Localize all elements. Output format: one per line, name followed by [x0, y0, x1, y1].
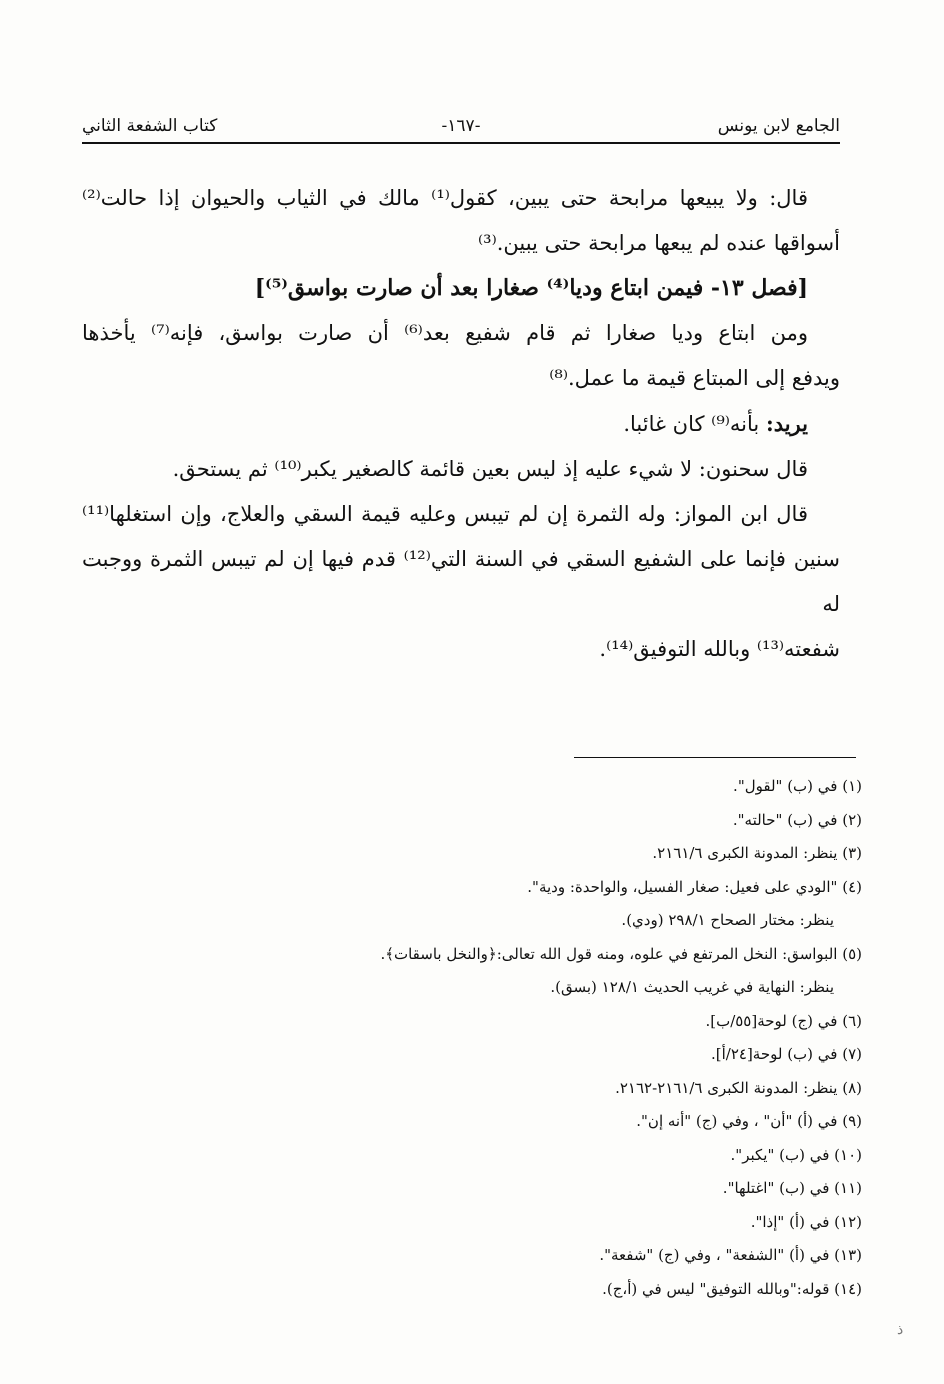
footnote-9: (٩) في (أ) "أن" ، وفي (ج) "أنه إن".: [636, 1112, 862, 1130]
footnote-6: (٦) في (ج) لوحة[٥٥/ب].: [705, 1011, 862, 1030]
footnote-13: (١٣) في (أ) "الشفعة" ، وفي (ج) "شفعة".: [599, 1246, 862, 1264]
footnote-1: (١) في (ب) "لقول".: [733, 777, 862, 795]
paragraph-2-line-2: ويدفع إلى المبتاع قيمة ما عمل.⁽⁸⁾: [549, 366, 840, 390]
footnote-7: (٧) في (ب) لوحة[٢٤/أ].: [710, 1045, 862, 1063]
header-book-title: الجامع لابن يونس: [717, 116, 840, 136]
page-number: -١٦٧-: [441, 116, 481, 136]
footnote-separator: [574, 757, 856, 758]
footnote-4-reference: ينظر: مختار الصحاح ٢٩٨/١ (ودي).: [621, 911, 834, 929]
footnote-2: (٢) في (ب) "حالته".: [732, 810, 862, 829]
paragraph-1-line-2: أسواقها عنده لم يبعها مرابحة حتى يبين.⁽³⁾: [477, 231, 840, 255]
footnotes: [80, 770, 862, 1306]
running-header: [82, 112, 840, 144]
header-chapter-title: كتاب الشفعة الثاني: [82, 116, 218, 136]
footnote-12: (١٢) في (أ) "إذا".: [750, 1212, 862, 1231]
paragraph-5-line-3: شفعته⁽¹³⁾ وبالله التوفيق⁽¹⁴⁾.: [599, 637, 840, 661]
footnote-14: (١٤) قوله:"وبالله التوفيق" ليس في (أ،ج).: [602, 1279, 862, 1298]
scan-mark: ذ: [897, 1322, 904, 1338]
footnote-5: (٥) البواسق: النخل المرتفع في علوه، ومنه قول الله تعالى:﴿والنخل باسقات﴾.: [380, 944, 862, 963]
footnote-8: (٨) ينظر: المدونة الكبرى ٢١٦١/٦-٢١٦٢.: [615, 1078, 862, 1097]
paragraph-2-line-1: ومن ابتاع وديا صغارا ثم قام شفيع بعد⁽⁶⁾ أن صارت بواسق، فإنه⁽⁷⁾ يأخذها: [82, 321, 808, 345]
main-text: [82, 176, 840, 672]
paragraph-3-text: بأنه⁽⁹⁾ كان غائبا.: [623, 412, 766, 436]
footnote-11: (١١) في (ب) "اغتلها".: [722, 1179, 862, 1197]
section-heading: [فصل ١٣- فيمن ابتاع وديا⁽⁴⁾ صغارا بعد أن صارت بواسق⁽⁵⁾]: [254, 275, 808, 301]
footnote-10: (١٠) في (ب) "يكبر".: [730, 1145, 862, 1164]
paragraph-3: [82, 401, 840, 447]
paragraph-4: قال سحنون: لا شيء عليه إذ ليس بعين قائمة كالصغير يكبر⁽¹⁰⁾ ثم يستحق.: [172, 457, 808, 481]
footnote-4: (٤) "الودي على فعيل: صغار الفسيل، والواحدة: ودية".: [527, 877, 862, 896]
footnote-3: (٣) ينظر: المدونة الكبرى ٢١٦١/٦.: [652, 844, 862, 862]
paragraph-5-line-2: سنين فإنما على الشفيع السقي في السنة التي⁽¹²⁾ قدم فيها إن لم تيبس الثمرة ووجبت له: [82, 547, 840, 616]
footnote-5-reference: ينظر: النهاية في غريب الحديث ١٢٨/١ (بسق).: [550, 978, 834, 996]
yurid-label: يريد:: [765, 411, 808, 436]
paragraph-5-line-1: قال ابن المواز: وله الثمرة إن لم تيبس وعليه قيمة السقي والعلاج، وإن استغلها⁽¹¹⁾: [82, 502, 808, 526]
paragraph-1-line-1: قال: ولا يبيعها مرابحة حتى يبين، كقول⁽¹⁾ مالك في الثياب والحيوان إذا حالت⁽²⁾: [82, 186, 808, 210]
